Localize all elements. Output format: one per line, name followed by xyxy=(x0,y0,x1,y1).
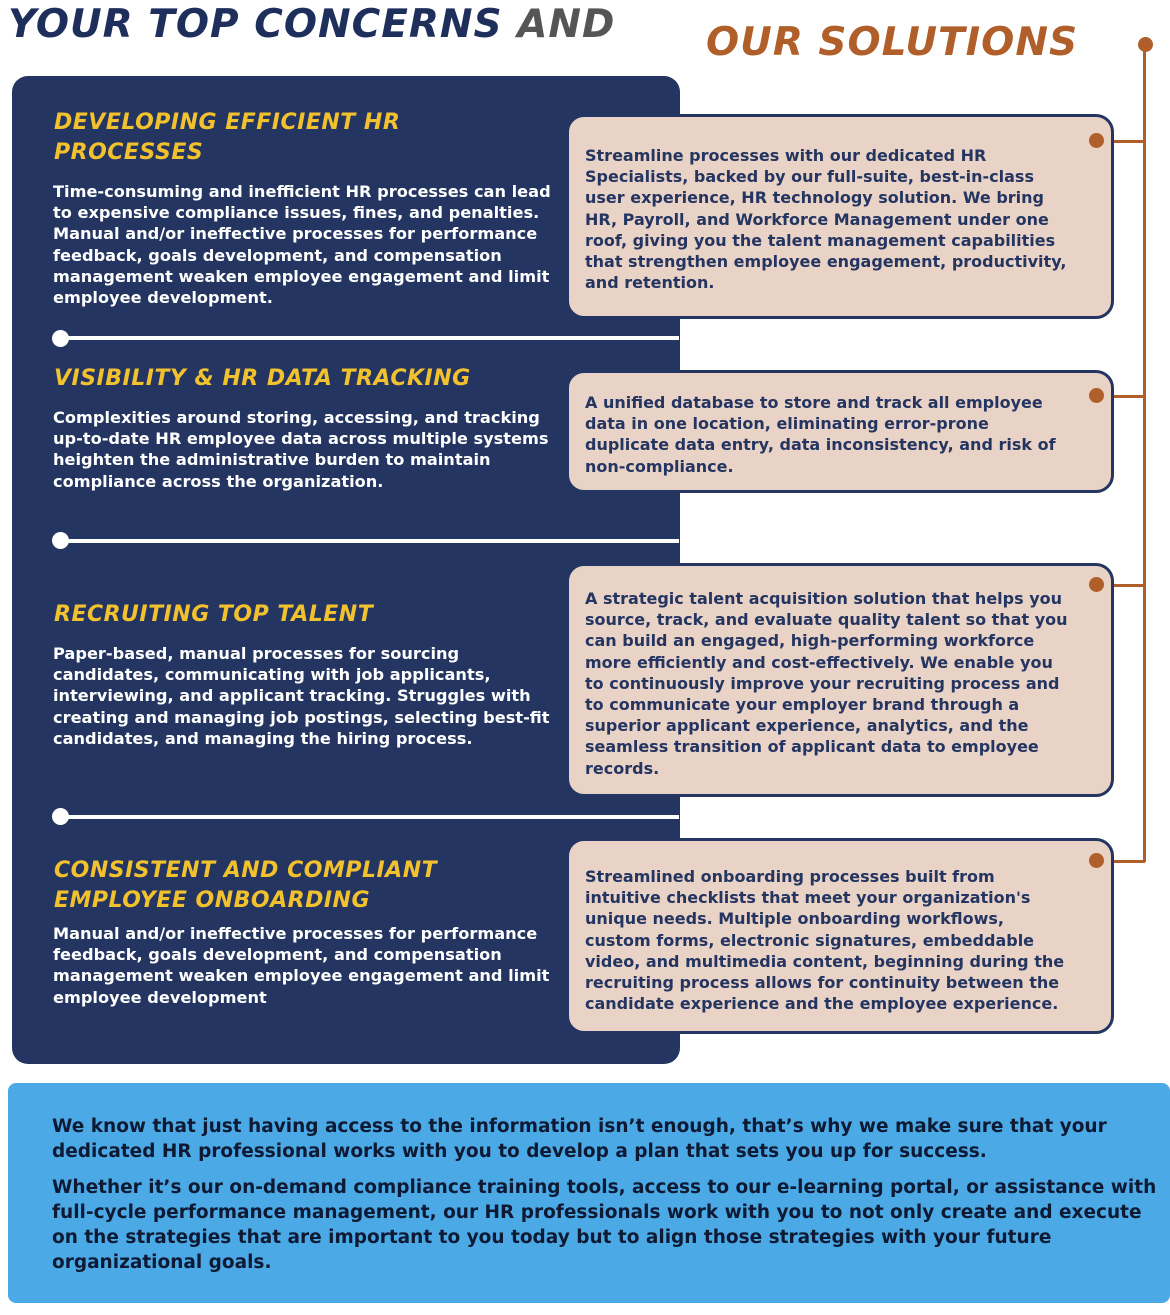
page-title xyxy=(8,2,615,47)
title-and: AND xyxy=(517,2,616,47)
solution-text-hr-processes: Streamline processes with our dedicated HR Specialists, backed by our full-suite, best-in-class user experience, HR technology solution. We bring HR, Payroll, and Workforce Management under one roof, giving you the talent management capabilities that strengthen employee engagement, productivity, and retention. xyxy=(585,146,1067,293)
connector-dot xyxy=(1089,577,1104,592)
divider-dot xyxy=(52,330,69,347)
concern-body-data-tracking: Complexities around storing, accessing, and tracking up-to-date HR employee data across multiple systems heighten the administrative burden to maintain compliance across the organization. xyxy=(53,408,549,491)
concern-heading-recruiting: RECRUITING TOP TALENT xyxy=(54,602,374,627)
solution-text-onboarding: Streamlined onboarding processes built from intuitive checklists that meet your organization's unique needs. Multiple onboarding workflows, custom forms, electronic signatures, embeddable video, and multimedia content, beginning during the recruiting process allows for continuity between the candidate experience and the employee experience. xyxy=(585,867,1065,1014)
concern-heading-onboarding: CONSISTENT AND COMPLIANT EMPLOYEE ONBOARDING xyxy=(54,858,438,913)
connector-dot xyxy=(1089,853,1104,868)
title-concerns: YOUR TOP CONCERNS xyxy=(8,2,503,47)
divider-line xyxy=(60,336,679,340)
divider-dot xyxy=(52,532,69,549)
concern-heading-data-tracking: VISIBILITY & HR DATA TRACKING xyxy=(54,366,471,391)
divider-line xyxy=(60,539,679,543)
divider-dot xyxy=(52,808,69,825)
connector-dot xyxy=(1089,133,1104,148)
concern-body-hr-processes: Time-consuming and inefficient HR processes can lead to expensive compliance issues, fines, and penalties. Manual and/or ineffective processes for performance feedback, goals development, and compensation management weaken employee engagement and limit employee development. xyxy=(53,182,551,308)
concern-body-onboarding: Manual and/or ineffective processes for performance feedback, goals development, and compensation management weaken employee engagement and limit employee development xyxy=(53,924,550,1007)
concern-heading-hr-processes: DEVELOPING EFFICIENT HR PROCESSES xyxy=(54,110,401,165)
connector-dot xyxy=(1138,37,1153,52)
divider-line xyxy=(60,815,679,819)
title-solutions: OUR SOLUTIONS xyxy=(706,20,1079,65)
summary-paragraph-2: Whether it’s our on-demand compliance training tools, access to our e-learning portal, or assistance with full-cycle performance management, our HR professionals work with you to not only create and execute on the strategies that are important to you today but to align those strategies with your future organizational goals. xyxy=(52,1177,1157,1273)
concern-body-recruiting: Paper-based, manual processes for sourcing candidates, communicating with job applicants, interviewing, and applicant tracking. Struggles with creating and managing job postings, selecting best-fit candidates, and managing the hiring process. xyxy=(53,644,550,748)
summary-paragraph-1: We know that just having access to the information isn’t enough, that’s why we make sure that your dedicated HR professional works with you to develop a plan that sets you up for success. xyxy=(52,1116,1107,1162)
connector-line xyxy=(1143,44,1146,862)
solution-text-data-tracking: A unified database to store and track all employee data in one location, eliminating error-prone duplicate data entry, data inconsistency, and risk of non-compliance. xyxy=(585,393,1056,476)
solution-text-recruiting: A strategic talent acquisition solution that helps you source, track, and evaluate quality talent so that you can build an engaged, high-performing workforce more efficiently and cost-effectively. We enable you to continuously improve your recruiting process and to communicate your employer brand through a superior applicant experience, analytics, and the seamless transition of applicant data to employee records. xyxy=(585,589,1068,778)
connector-dot xyxy=(1089,388,1104,403)
